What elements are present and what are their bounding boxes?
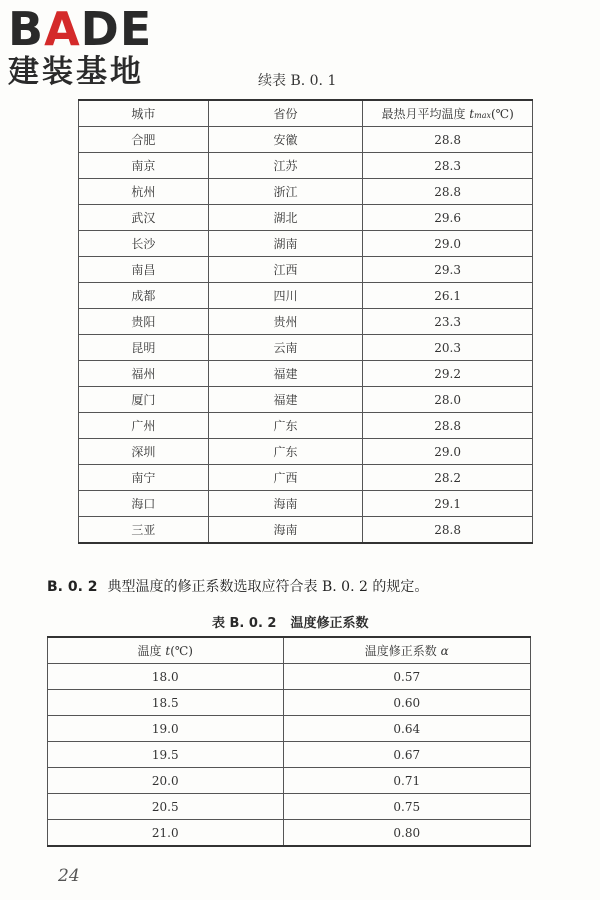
coefficient-cell: 0.67 <box>283 742 530 768</box>
city-cell: 南宁 <box>79 465 209 491</box>
temperature-cell: 23.3 <box>363 309 533 335</box>
table2-name: 温度修正系数 <box>290 616 369 631</box>
table-row <box>79 465 533 491</box>
province-cell: 海南 <box>208 491 363 517</box>
temperature-cell: 26.1 <box>363 283 533 309</box>
logo-letter-b: B <box>8 2 45 56</box>
table-row <box>79 335 533 361</box>
temperature-cell: 20.5 <box>48 794 284 820</box>
table-row <box>79 439 533 465</box>
city-cell: 福州 <box>79 361 209 387</box>
city-cell: 长沙 <box>79 231 209 257</box>
city-cell: 昆明 <box>79 335 209 361</box>
header-temperature-text: 温度 <box>137 644 166 658</box>
table-row <box>79 231 533 257</box>
temperature-cell: 20.3 <box>363 335 533 361</box>
province-cell: 福建 <box>208 387 363 413</box>
province-cell: 江西 <box>208 257 363 283</box>
city-cell: 三亚 <box>79 517 209 544</box>
table-row <box>79 179 533 205</box>
table-row <box>79 387 533 413</box>
table-row <box>48 716 531 742</box>
temperature-cell: 29.6 <box>363 205 533 231</box>
temperature-cell: 29.0 <box>363 439 533 465</box>
header-coefficient-var: α <box>440 644 449 658</box>
logo-letter-a: A <box>44 2 81 56</box>
table-row <box>79 413 533 439</box>
header-coefficient-text: 温度修正系数 <box>364 644 441 658</box>
temperature-cell: 28.3 <box>363 153 533 179</box>
table1-header-row <box>79 100 533 127</box>
table-row <box>79 153 533 179</box>
temperature-cell: 28.2 <box>363 465 533 491</box>
table1-caption: 续表 B. 0. 1 <box>258 73 337 89</box>
province-cell: 贵州 <box>208 309 363 335</box>
table-row <box>48 768 531 794</box>
province-cell: 四川 <box>208 283 363 309</box>
header-temp-unit: (℃) <box>491 107 514 121</box>
temperature-cell: 29.3 <box>363 257 533 283</box>
province-cell: 广东 <box>208 439 363 465</box>
temperature-cell: 18.5 <box>48 690 284 716</box>
temperature-cell: 18.0 <box>48 664 284 690</box>
clause-b02 <box>47 576 428 596</box>
table2-header-row <box>48 637 531 664</box>
table-b01-continued <box>78 99 533 544</box>
bade-logo <box>8 2 178 96</box>
city-cell: 武汉 <box>79 205 209 231</box>
city-cell: 成都 <box>79 283 209 309</box>
table-row <box>79 361 533 387</box>
table-row <box>48 794 531 820</box>
province-cell: 安徽 <box>208 127 363 153</box>
header-temperature <box>48 637 284 664</box>
temperature-cell: 28.8 <box>363 179 533 205</box>
logo-brand <box>8 2 178 56</box>
province-cell: 云南 <box>208 335 363 361</box>
clause-text: 典型温度的修正系数选取应符合表 B. 0. 2 的规定。 <box>107 579 429 595</box>
table2-title <box>212 612 368 631</box>
header-temp-text: 最热月平均温度 <box>381 107 470 121</box>
temperature-cell: 20.0 <box>48 768 284 794</box>
city-cell: 杭州 <box>79 179 209 205</box>
temperature-cell: 28.8 <box>363 517 533 544</box>
temperature-cell: 21.0 <box>48 820 284 847</box>
header-city: 城市 <box>79 100 209 127</box>
province-cell: 湖北 <box>208 205 363 231</box>
province-cell: 广西 <box>208 465 363 491</box>
table-b02-temperature-correction <box>47 636 531 847</box>
table-row <box>48 664 531 690</box>
table-row <box>48 820 531 847</box>
header-temp-var: t <box>469 107 475 121</box>
table-row <box>48 742 531 768</box>
province-cell: 广东 <box>208 413 363 439</box>
header-temperature-var: t <box>165 644 171 658</box>
coefficient-cell: 0.60 <box>283 690 530 716</box>
city-cell: 广州 <box>79 413 209 439</box>
province-cell: 浙江 <box>208 179 363 205</box>
province-cell: 海南 <box>208 517 363 544</box>
table-row <box>79 309 533 335</box>
province-cell: 湖南 <box>208 231 363 257</box>
temperature-cell: 19.5 <box>48 742 284 768</box>
city-cell: 海口 <box>79 491 209 517</box>
coefficient-cell: 0.80 <box>283 820 530 847</box>
header-coefficient <box>283 637 530 664</box>
temperature-cell: 28.0 <box>363 387 533 413</box>
logo-letters-de: DE <box>80 2 153 56</box>
temperature-cell: 28.8 <box>363 413 533 439</box>
coefficient-cell: 0.75 <box>283 794 530 820</box>
temperature-cell: 28.8 <box>363 127 533 153</box>
table2-number: 表 B. 0. 2 <box>212 616 277 631</box>
table-row <box>79 283 533 309</box>
city-cell: 合肥 <box>79 127 209 153</box>
table-row <box>79 491 533 517</box>
header-province: 省份 <box>208 100 363 127</box>
table-row <box>79 257 533 283</box>
city-cell: 南昌 <box>79 257 209 283</box>
table-row <box>48 690 531 716</box>
header-temperature-unit: (℃) <box>170 644 193 658</box>
coefficient-cell: 0.57 <box>283 664 530 690</box>
province-cell: 江苏 <box>208 153 363 179</box>
header-max-temp <box>363 100 533 127</box>
temperature-cell: 29.0 <box>363 231 533 257</box>
city-cell: 南京 <box>79 153 209 179</box>
province-cell: 福建 <box>208 361 363 387</box>
header-temp-sub: max <box>474 111 491 120</box>
temperature-cell: 29.2 <box>363 361 533 387</box>
city-cell: 深圳 <box>79 439 209 465</box>
logo-subtitle: 建装基地 <box>8 54 144 90</box>
table-row <box>79 127 533 153</box>
temperature-cell: 19.0 <box>48 716 284 742</box>
city-cell: 厦门 <box>79 387 209 413</box>
coefficient-cell: 0.71 <box>283 768 530 794</box>
table-row <box>79 205 533 231</box>
table-row <box>79 517 533 544</box>
clause-number: B. 0. 2 <box>47 579 98 595</box>
coefficient-cell: 0.64 <box>283 716 530 742</box>
page-number: 24 <box>58 866 80 886</box>
city-cell: 贵阳 <box>79 309 209 335</box>
temperature-cell: 29.1 <box>363 491 533 517</box>
